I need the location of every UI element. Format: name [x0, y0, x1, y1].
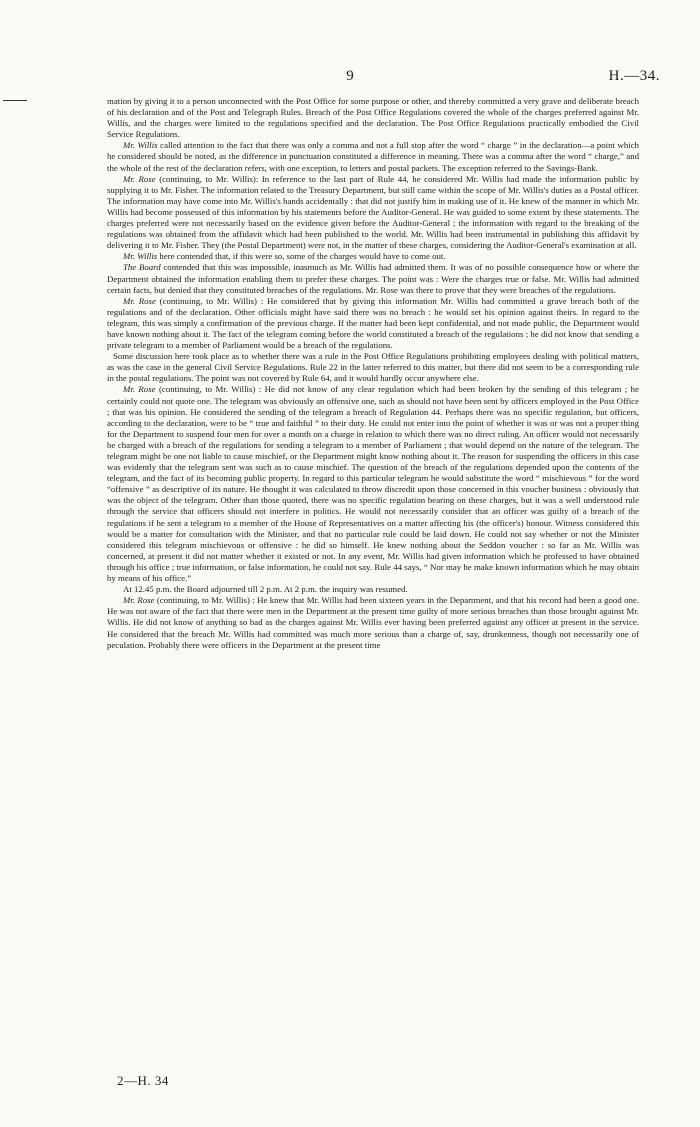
page-header: [0, 68, 700, 90]
paragraph: Mr. Willis called attention to the fact that there was only a comma and not a full stop after the word “ charge ” in the declaration—a point which he considered should be noted, as the difference in punctuation constituted a difference in meaning. There was a comma after the word “ charge,” and the whole of the rest of the declaration refers, with one exception, to letters and postal packets. The exception referred to the Savings-Bank.: [107, 140, 640, 173]
speaker-name: Mr. Rose: [123, 384, 156, 395]
speaker-name: Mr. Rose: [123, 595, 155, 606]
paragraph: At 12.45 p.m. the Board adjourned till 2 p.m. At 2 p.m. the inquiry was resumed.: [123, 584, 408, 595]
speaker-name: Mr. Willis: [123, 251, 158, 262]
speaker-name: Mr. Rose: [123, 173, 156, 184]
paragraph: mation by giving it to a person unconnected with the Post Office for some purpose or other, and thereby committed a very grave and deliberate breach of his declaration and of the Post and Telegraph Rules. Breach of the Post Office Regulations covered the whole of the charges preferred against Mr. Willis, and the charges were limited to the regulations specified and the declaration. The Post Office Regulations practically embodied the Civil Service Regulations.: [107, 96, 639, 140]
paragraph: Mr. Rose (continuing, to Mr. Willis) : He considered that by giving this information Mr. Willis had committed a grave breach both of the regulations and of the declaration. Other officials might have said there was no breach : he would set his opinion against theirs. In regard to the telegram, this was simply a confirmation of the previous charge. If the matter had been kept confidential, and not made public, the Department would have known nothing about it. The fact of the telegram coming before the world constituted a breach of the regulations ; he did not know that sending a private telegram to a member of Parliament would be a breach of the regulations.: [107, 295, 639, 351]
speaker-name: The Board: [123, 262, 161, 273]
paragraph: The Board contended that this was impossible, inasmuch as Mr. Willis had admitted them. It was of no possible consequence how or where the Department obtained the information enabling them to prefer these charges. The point was : Were the charges true or false. Mr. Willis had admitted certain facts, but denied that they constituted breaches of the regulations. Mr. Rose was there to prove that they were breaches of the regulations.: [107, 262, 640, 295]
paragraph: Mr. Rose (continuing, to Mr. Willis) : He knew that Mr. Willis had been sixteen years in the Department, and that his record had been a good one. He was not aware of the fact that there were men in the Department at the present time guilty of more serious breaches than those brought against Mr. Willis. He did not know of anything so bad as the charges against Mr. Willis ever having been preferred against any officer at present in the service. He considered that the breach Mr. Willis had committed was much more serious than a charge of, say, drunkenness, though not necessarily one of peculation. Probably there were officers in the Department at the present time: [107, 595, 639, 650]
paragraph: Mr. Rose (continuing, to Mr. Willis) : He did not know of any clear regulation which had been broken by the sending of this telegram ; he certainly could not quote one. The telegram was obviously an offensive one, such as should not have been sent by officers employed in the Post Office ; that was his opinion. He considered the sending of the telegram a breach of Regulation 44. Perhaps there was no specific regulation, but officers, according to the declaration, were to be “ true and faithful ” to their duty. He could not enter into the point of whether it was or was not a proper thing for the Department to suspend four men for over a month on a charge in relation to which there was no direct ruling. An officer would not necessarily be charged with a breach of the regulations for sending a telegram to a member of Parliament ; that would depend on the nature of the telegram. The telegram might be one not liable to cause mischief, or the Department might know nothing about it. The reason for suspending the officers in this case was evidently that the telegram sent was such as to cause mischief. The question of the breach of the regulations depended upon the contents of the telegram, and the fact of its becoming public property. In regard to this particular telegram he would substitute the word “ mischievous ” for the word “offensive ” as descriptive of its nature. He thought it was calculated to throw discredit upon those concerned in this voucher business : obviously that was the object of the telegram. Other than those quoted, there was no specific regulation bearing on these charges, but it was a well understood rule through the service that officers should not interfere in politics. He would not necessarily consider that an officer was guilty of a breach of the regulations if he sent a telegram to a member of the House of Representatives on a matter affecting his (the officer's) honour. Witness considered this would be a matter for consultation with the Minister, and that no particular rule could be laid down. He could not say whether or not the Minister considered this telegram mischievous or offensive : he did so himself. He knew nothing about the Seddon voucher : so far as Mr. Willis was concerned, at present it did not matter whether it existed or not. In any event, Mr. Willis had given information which he professed to have obtained through his office ; true information, or false information, he could not say. Rule 44 says, “ Nor may he make known information which he may obtain by means of his office.”: [107, 384, 639, 584]
signature-mark: 2—H. 34: [117, 1073, 169, 1088]
speaker-name: Mr. Rose: [123, 295, 156, 306]
paragraph: Mr. Rose (continuing, to Mr. Willis): In reference to the last part of Rule 44, he considered Mr. Willis had made the information public by supplying it to Mr. Fisher. The information related to the Treasury Department, but still came within the scope of Mr. Willis's duties as a Postal officer. The information may have come into Mr. Willis's hands accidentally : that did not justify him in making use of it. He knew of the manner in which Mr. Willis had become possessed of this information by his statements before the Auditor-General. He was guided to some extent by these statements. The charges preferred were not necessarily based on the evidence given before the Auditor-General ; the information with regard to the breaking of the regulations was obtained from the affidavit which had been published to the world. Mr. Willis had been instrumental in publishing this affidavit by delivering it to Mr. Fisher. They (the Postal Department) were not, in the matter of these charges, considering the Auditor-General's examination at all.: [107, 173, 639, 251]
speaker-name: Mr. Willis: [123, 140, 158, 151]
body-text: [107, 96, 639, 651]
page-number: 9: [346, 68, 354, 84]
paragraph: Some discussion here took place as to whether there was a rule in the Post Office Regulations prohibiting employees dealing with political matters, as was the case in the general Civil Service Regulations. Rule 22 in the latter referred to this matter, but there did not seem to be a corresponding rule in the postal regulations. The point was not covered by Rule 64, and it would hardly occur anywhere else.: [107, 351, 639, 384]
paragraph: Mr. Willis here contended that, if this were so, some of the charges would have to come out.: [123, 251, 446, 262]
margin-rule: [3, 100, 27, 101]
document-code: H.—34.: [608, 68, 660, 84]
